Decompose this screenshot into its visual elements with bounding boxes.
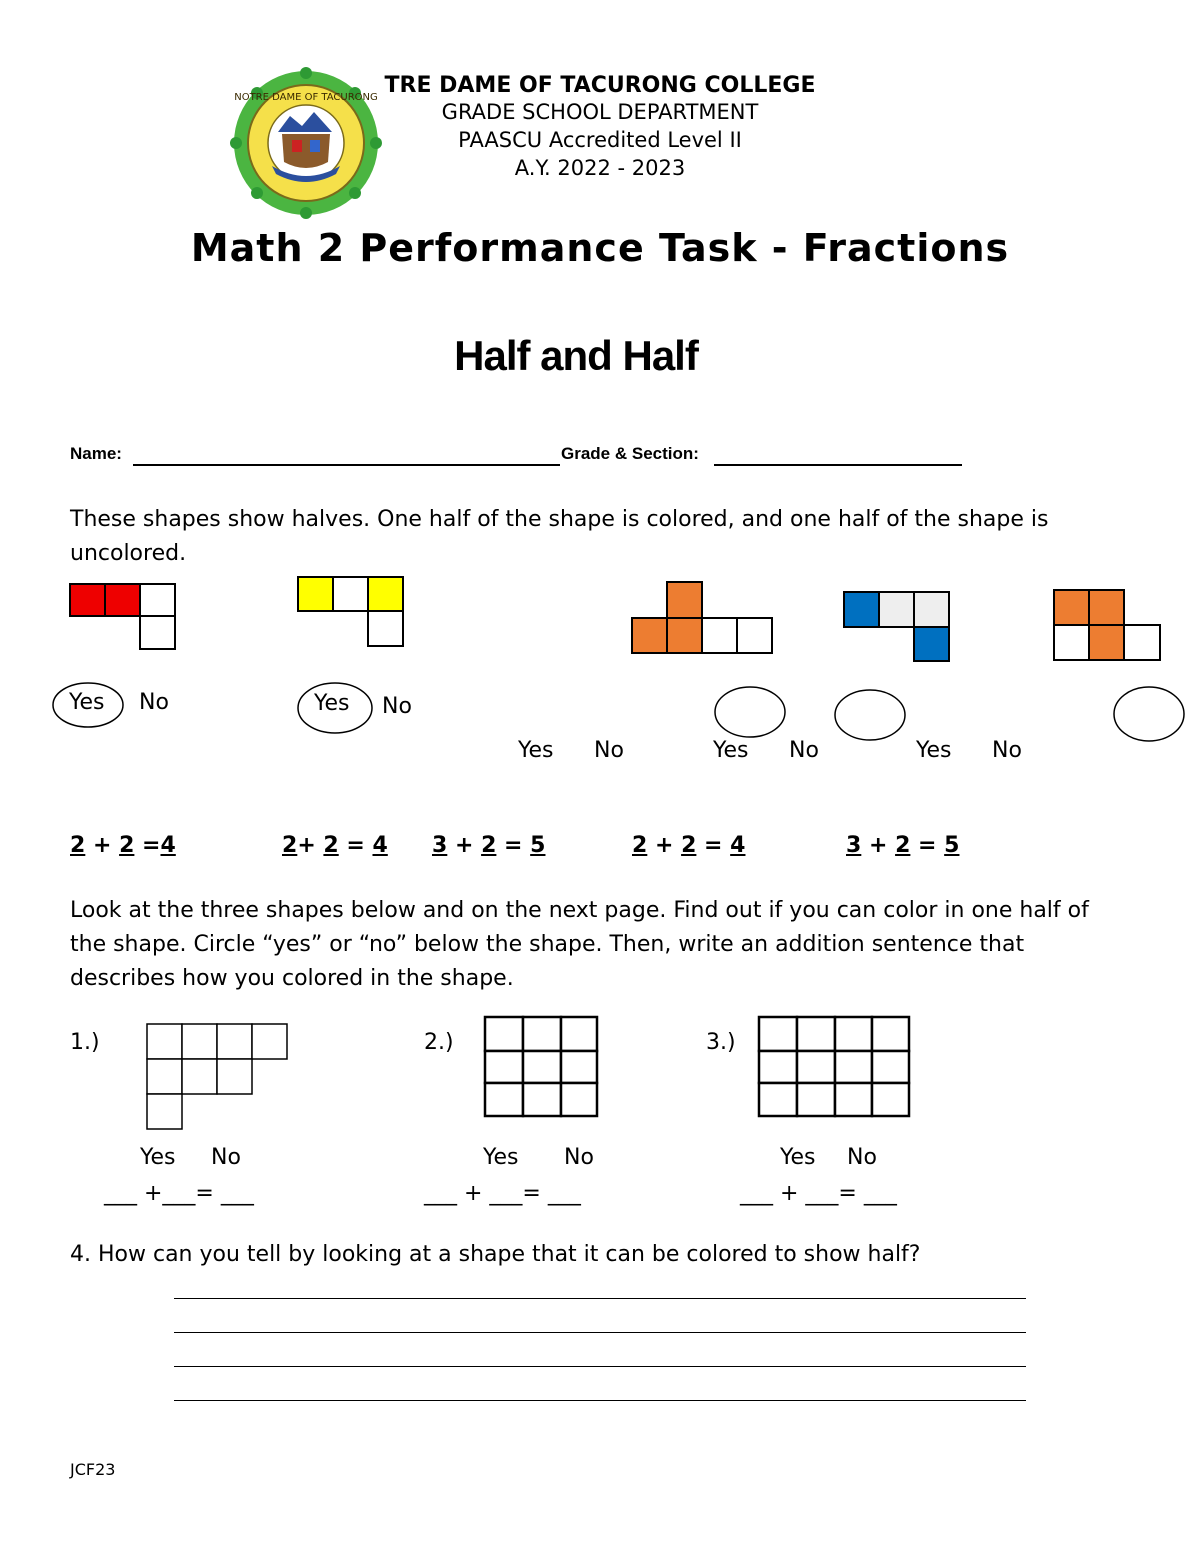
no-option-2[interactable]: No: [382, 694, 412, 719]
answer-line-3[interactable]: [174, 1366, 1026, 1367]
problem-2-shape[interactable]: [483, 1015, 599, 1119]
grade-section-field[interactable]: [714, 444, 962, 466]
problem-3-shape[interactable]: [757, 1015, 911, 1119]
name-label: Name:: [70, 444, 122, 463]
department-name: GRADE SCHOOL DEPARTMENT: [441, 100, 759, 124]
problem-1-no[interactable]: No: [211, 1145, 241, 1170]
problem-3-number: 3.): [706, 1030, 736, 1055]
question-4: 4. How can you tell by looking at a shape that it can be colored to show half?: [70, 1242, 921, 1267]
problem-1-yes[interactable]: Yes: [140, 1145, 176, 1170]
example-shape-5: [1053, 589, 1163, 663]
problem-1-equation-blank[interactable]: ___ +___= ___: [104, 1181, 254, 1206]
name-field[interactable]: [133, 444, 560, 466]
example-equation-3: 3 + 2 = 5: [432, 833, 546, 858]
problem-1-shape[interactable]: [146, 1023, 290, 1131]
example-shape-1: [69, 583, 177, 651]
yes-option-3[interactable]: Yes: [518, 738, 554, 763]
problem-3-yes[interactable]: Yes: [780, 1145, 816, 1170]
problem-1-number: 1.): [70, 1030, 100, 1055]
example-equation-2: 2+ 2 = 4: [282, 833, 388, 858]
yes-option-2[interactable]: Yes: [314, 691, 350, 716]
no-option-1[interactable]: No: [139, 690, 169, 715]
no-option-4[interactable]: No: [789, 738, 819, 763]
answer-circle-3[interactable]: [713, 685, 789, 739]
problem-2-equation-blank[interactable]: ___ + ___= ___: [424, 1181, 581, 1206]
problem-2-no[interactable]: No: [564, 1145, 594, 1170]
academic-year: A.Y. 2022 - 2023: [514, 156, 686, 180]
problem-2-number: 2.): [424, 1030, 454, 1055]
problem-2-yes[interactable]: Yes: [483, 1145, 519, 1170]
school-name: TRE DAME OF TACURONG COLLEGE: [384, 73, 816, 98]
answer-line-1[interactable]: [174, 1298, 1026, 1299]
answer-circle-4[interactable]: [833, 688, 909, 742]
instructions-text: Look at the three shapes below and on the next page. Find out if you can color in one half of the shape. Circle “yes” or “no” below the shape. Then, write an addition sentence that describes how you colored in the shape.: [70, 898, 1089, 991]
example-shape-2: [297, 576, 405, 648]
yes-option-4[interactable]: Yes: [713, 738, 749, 763]
yes-option-5[interactable]: Yes: [916, 738, 952, 763]
example-equation-4: 2 + 2 = 4: [632, 833, 746, 858]
problem-3-equation-blank[interactable]: ___ + ___= ___: [740, 1181, 897, 1206]
example-equation-5: 3 + 2 = 5: [846, 833, 960, 858]
problem-3-no[interactable]: No: [847, 1145, 877, 1170]
worksheet-subtitle: Half and Half: [454, 332, 698, 379]
intro-text: These shapes show halves. One half of the shape is colored, and one half of the shape is uncolored.: [70, 507, 1049, 566]
answer-line-2[interactable]: [174, 1332, 1026, 1333]
answer-line-4[interactable]: [174, 1400, 1026, 1401]
no-option-5[interactable]: No: [992, 738, 1022, 763]
example-equation-1: 2 + 2 =4: [70, 833, 176, 858]
no-option-3[interactable]: No: [594, 738, 624, 763]
answer-circle-5[interactable]: [1112, 685, 1188, 743]
page-title: Math 2 Performance Task - Fractions: [190, 226, 1010, 270]
example-shape-4: [843, 591, 951, 663]
grade-section-label: Grade & Section:: [561, 444, 699, 463]
yes-option-1[interactable]: Yes: [69, 690, 105, 715]
example-shape-3: [631, 581, 775, 655]
svg-text:NOTRE DAME OF TACURONG: NOTRE DAME OF TACURONG: [234, 92, 378, 103]
footer-code: JCF23: [70, 1460, 116, 1479]
accreditation: PAASCU Accredited Level II: [458, 128, 742, 152]
